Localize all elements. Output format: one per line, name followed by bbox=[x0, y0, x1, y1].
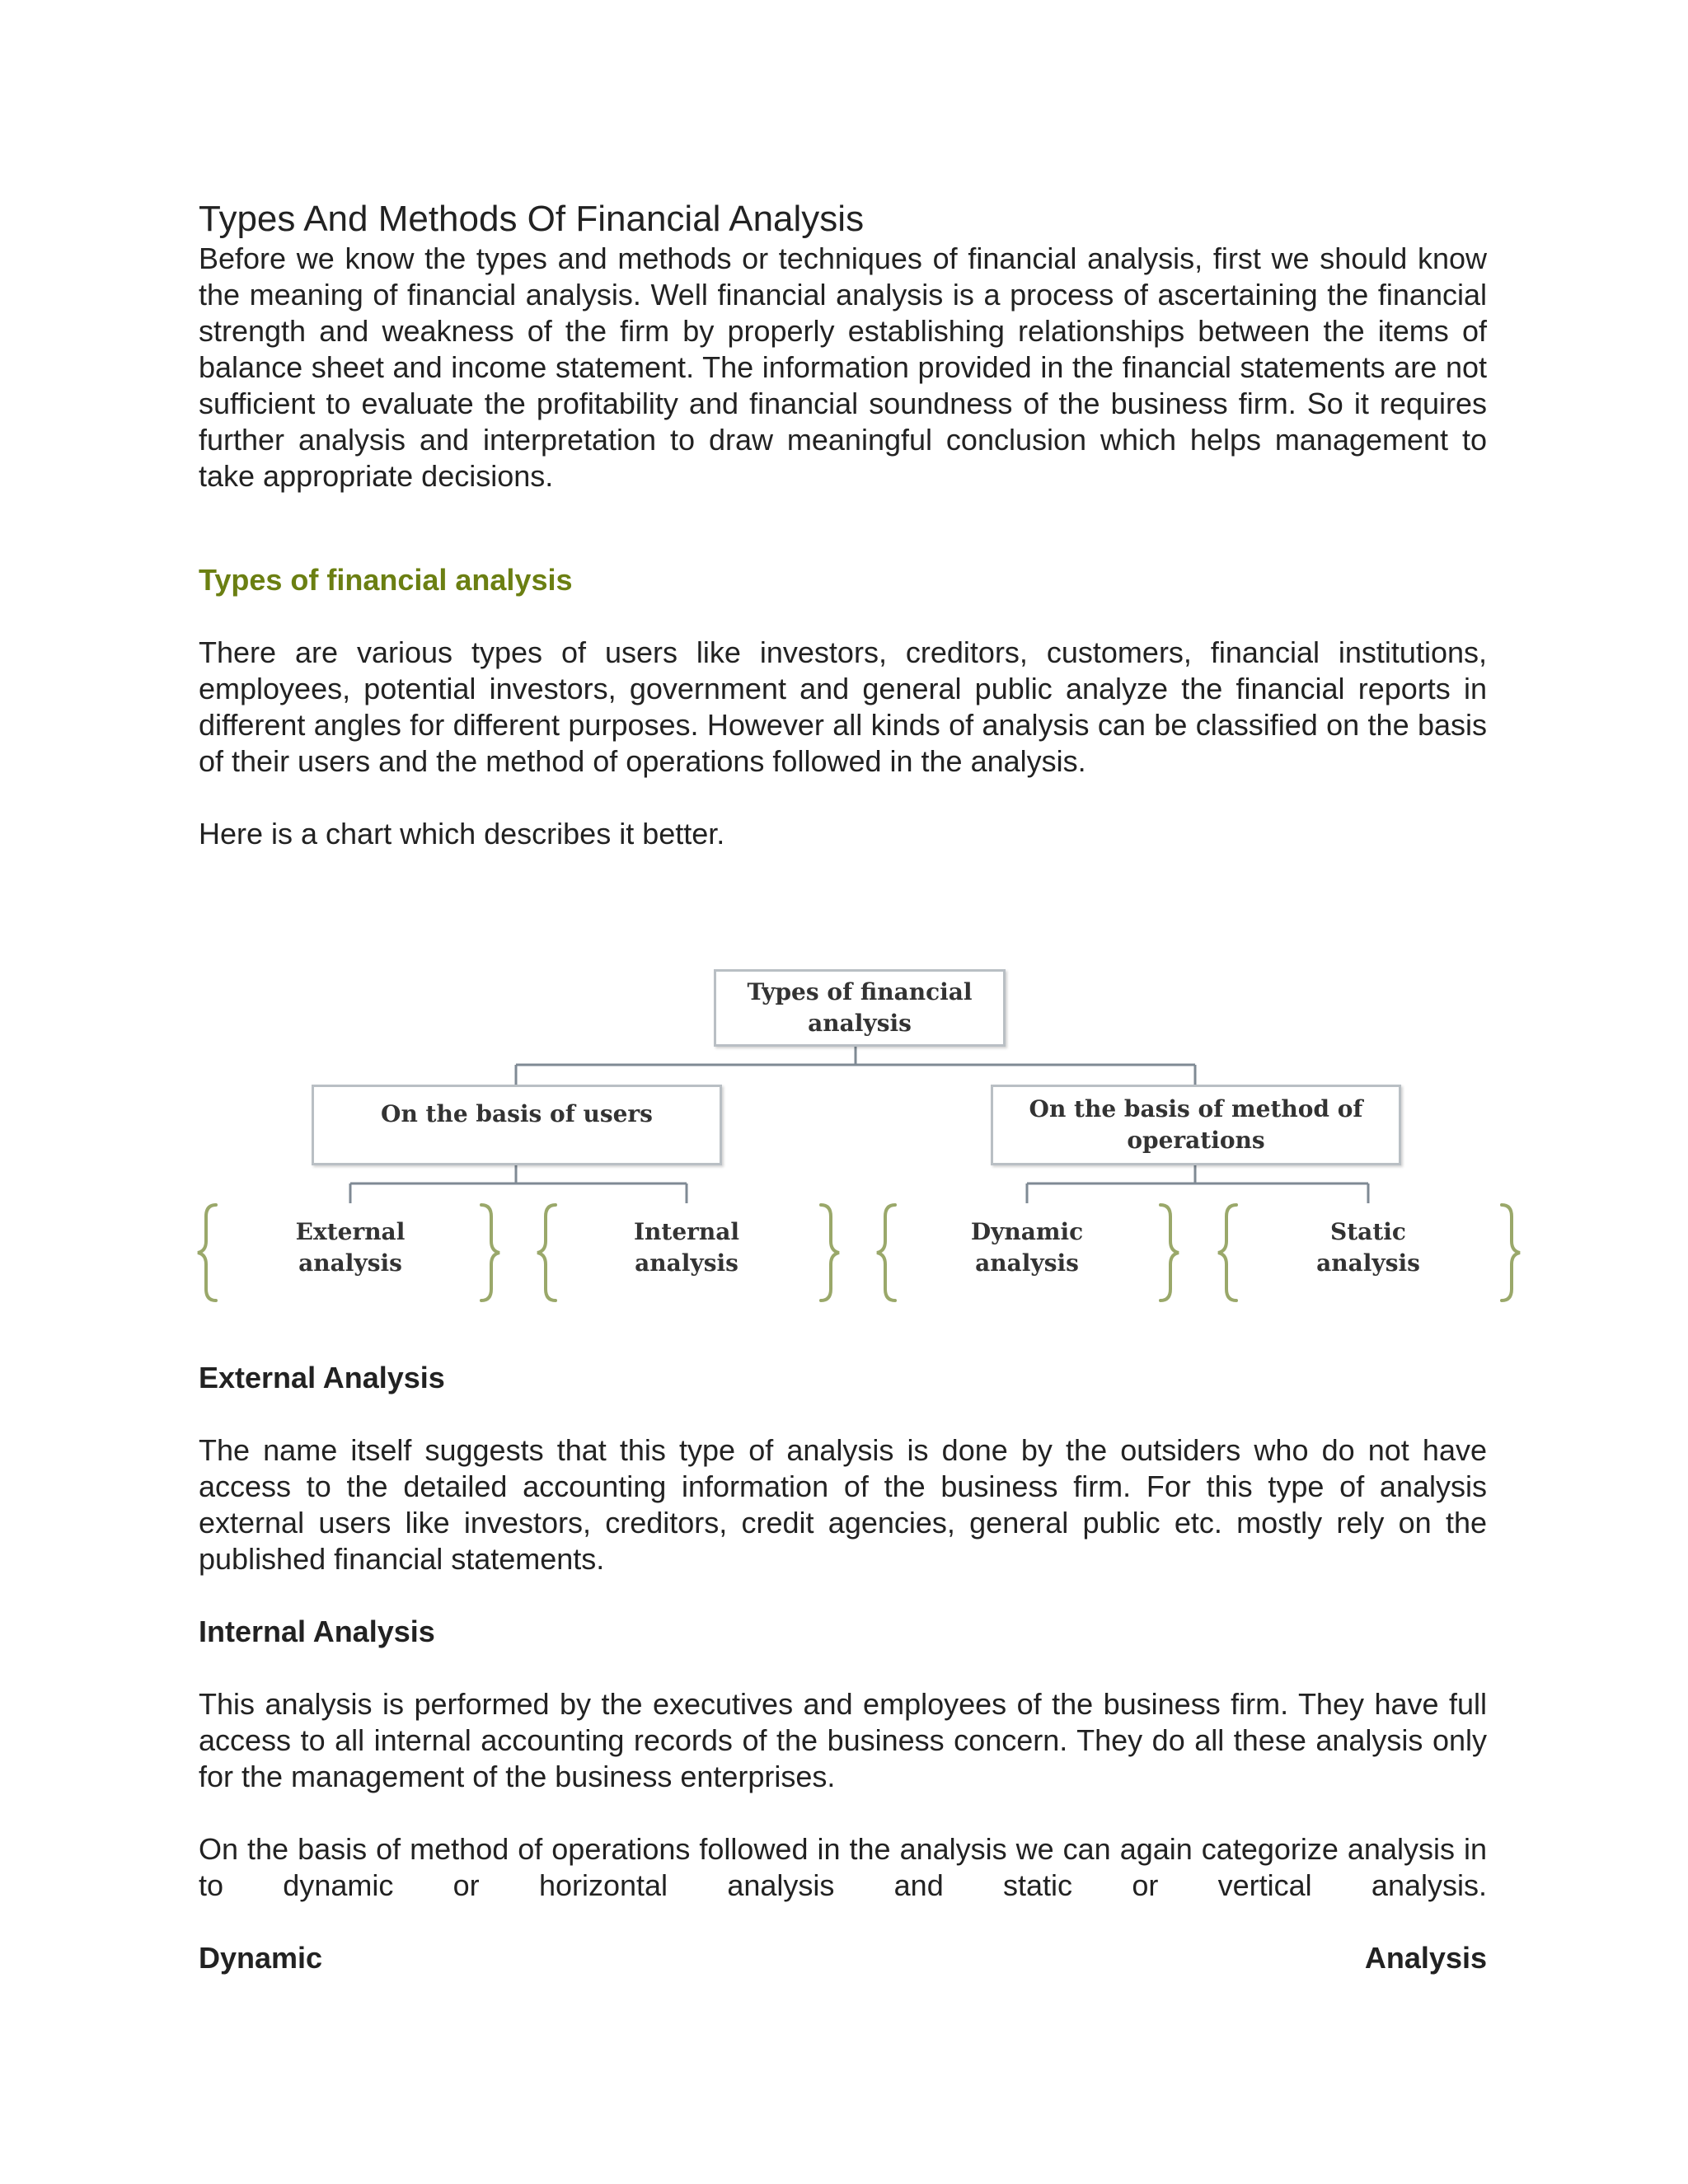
leaf-external-line2: analysis bbox=[298, 1249, 402, 1277]
leaf-internal-analysis bbox=[604, 1216, 769, 1279]
page-title: Types And Methods Of Financial Analysis bbox=[199, 199, 865, 239]
leaf-static-line2: analysis bbox=[1316, 1249, 1420, 1277]
internal-analysis-heading: Internal Analysis bbox=[199, 1615, 435, 1648]
dynamic-heading-left: Dynamic bbox=[199, 1941, 323, 1975]
types-heading: Types of financial analysis bbox=[199, 563, 573, 597]
node-root-line1: Types of financial bbox=[747, 978, 973, 1005]
method-paragraph: On the basis of method of operations followed in the analysis we can again categorize analysis in to dynamic or horizontal analysis and static or vertical analysis. bbox=[199, 1832, 1487, 1902]
external-analysis-paragraph: The name itself suggests that this type of analysis is done by the outsiders who do not have access to the detailed accounting information of the business firm. For this type of analysis external users like investors, creditors, credit agencies, general public etc. mostly rely on the published financial statements. bbox=[199, 1433, 1487, 1576]
dynamic-analysis-heading bbox=[199, 1940, 1487, 1976]
leaf-internal-line1: Internal bbox=[633, 1218, 740, 1245]
leaf-dynamic-analysis bbox=[945, 1216, 1109, 1279]
node-basis-of-method bbox=[991, 1085, 1401, 1165]
node-basis-of-users bbox=[312, 1085, 722, 1165]
intro-paragraph: Before we know the types and methods or techniques of financial analysis, first we should know the meaning of financial analysis. Well financial analysis is a process of ascertaining the financial strength and weakness of the firm by properly establishing relationships between the items of balance sheet and income statement. The information provided in the financial statements are not sufficient to evaluate the profitability and financial soundness of the business firm. So it requires further analysis and interpretation to draw meaningful conclusion which helps management to take appropriate decisions. bbox=[199, 241, 1487, 493]
leaf-static-line1: Static bbox=[1330, 1218, 1406, 1245]
dynamic-heading-right: Analysis bbox=[1364, 1941, 1487, 1975]
leaf-internal-line2: analysis bbox=[635, 1249, 738, 1277]
node-method-line1: On the basis of method of bbox=[1029, 1095, 1363, 1122]
node-root-line2: analysis bbox=[808, 1010, 912, 1037]
node-method-line2: operations bbox=[1127, 1127, 1265, 1154]
brace-close-dynamic bbox=[1160, 1205, 1179, 1301]
brace-group bbox=[198, 1205, 1520, 1301]
leaf-static-analysis bbox=[1286, 1216, 1451, 1279]
types-paragraph: There are various types of users like investors, creditors, customers, financial institutions, employees, potential investors, government and general public analyze the financial reports in different angles for different purposes. However all kinds of analysis can be classified on the basis of their users and the method of operations followed in the analysis. bbox=[199, 635, 1487, 778]
leaf-dynamic-line2: analysis bbox=[975, 1249, 1079, 1277]
brace-open-dynamic bbox=[877, 1205, 895, 1301]
node-users-label: On the basis of users bbox=[381, 1100, 653, 1127]
leaf-external-line1: External bbox=[295, 1218, 406, 1245]
brace-close-static bbox=[1502, 1205, 1520, 1301]
leaf-external-analysis bbox=[268, 1216, 433, 1279]
internal-analysis-paragraph: This analysis is performed by the executives and employees of the business firm. They have full access to all internal accounting records of the business concern. They do all these analysis only for the management of the business enterprises. bbox=[199, 1687, 1487, 1793]
external-analysis-heading: External Analysis bbox=[199, 1361, 445, 1394]
leaf-dynamic-line1: Dynamic bbox=[970, 1218, 1084, 1245]
brace-open-internal bbox=[537, 1205, 556, 1301]
brace-open-external bbox=[198, 1205, 216, 1301]
brace-open-static bbox=[1218, 1205, 1236, 1301]
brace-close-internal bbox=[821, 1205, 839, 1301]
chart-intro: Here is a chart which describes it better. bbox=[199, 817, 725, 851]
brace-close-external bbox=[481, 1205, 499, 1301]
node-types-of-financial-analysis bbox=[714, 969, 1006, 1047]
